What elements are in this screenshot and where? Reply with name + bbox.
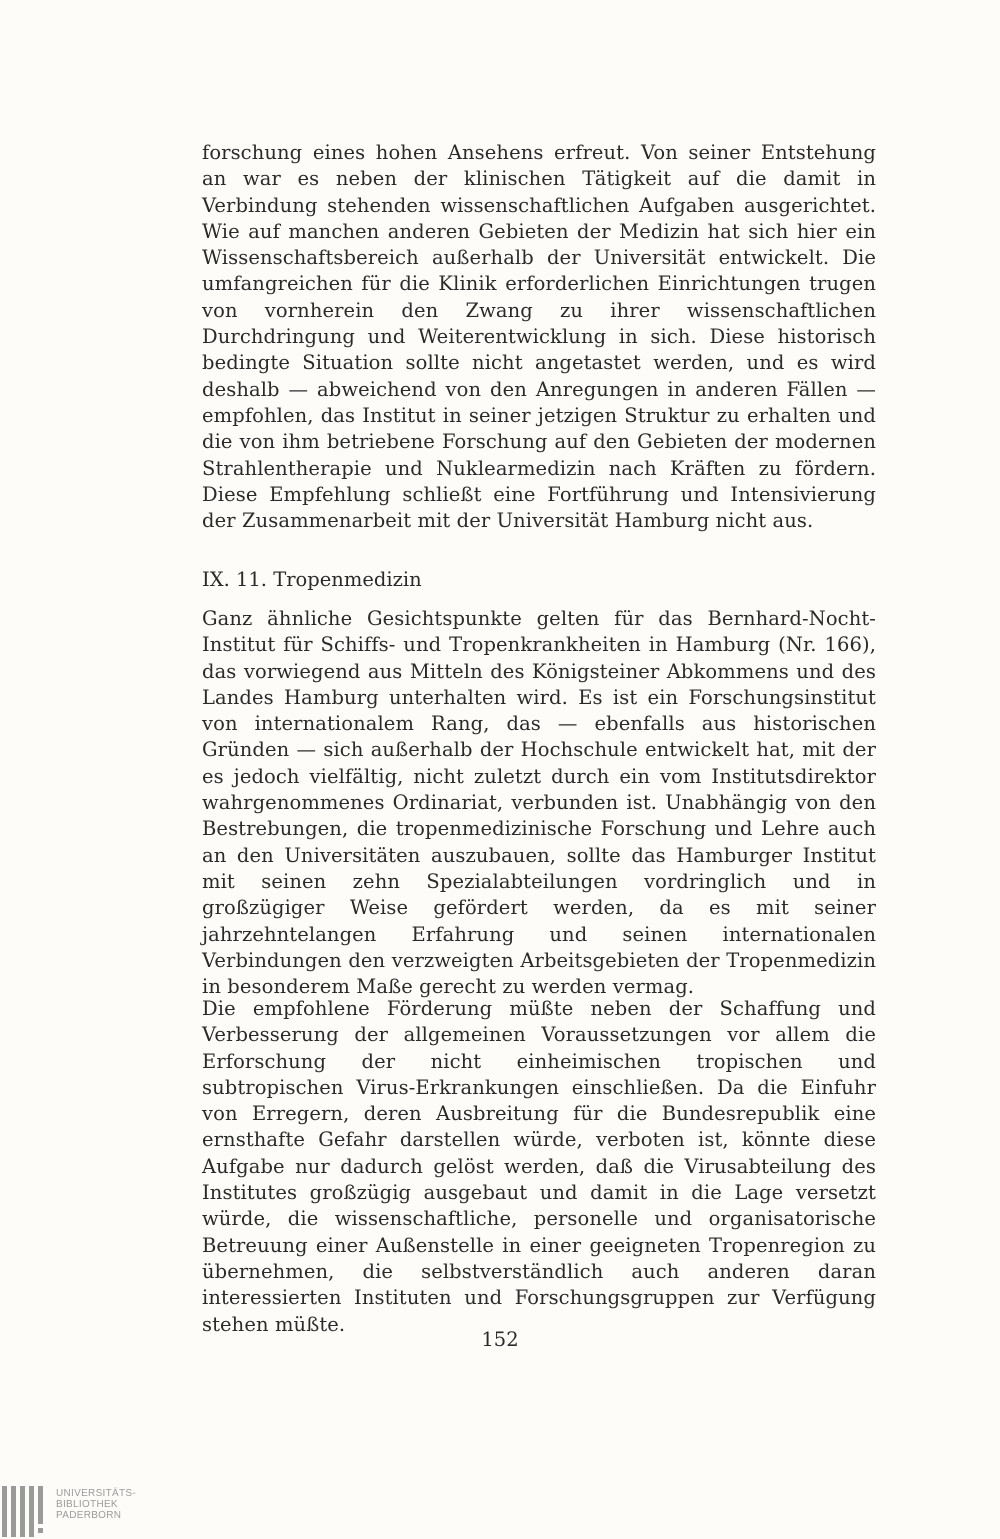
section-heading: IX. 11. Tropenmedizin [202, 568, 422, 591]
paragraph-2: Ganz ähnliche Gesichtspunkte gelten für das Bernhard-Nocht-Institut für Schiffs- und Tropenkrankheiten in Hamburg (Nr. 166), das vorwiegend aus Mitteln des Königsteiner Abkommens und des Landes Hamburg unterhalten wird. Es ist ein Forschungsinstitut von internationalem Rang, das — ebenfalls aus historischen Gründen — sich außerhalb der Hochschule entwickelt hat, mit der es jedoch vielfältig, nicht zuletzt durch ein vom Institutsdirektor wahrgenommenes Ordinariat, verbunden ist. Unabhängig von den Bestrebungen, die tropenmedizinische Forschung und Lehre auch an den Universitäten auszubauen, sollte das Hamburger Institut mit seinen zehn Spezialabteilungen vordringlich und in großzügiger Weise gefördert werden, da es mit seiner jahrzehntelangen Erfahrung und seinen internationalen Verbindungen den verzweigten Arbeitsgebieten der Tropenmedizin in besonderem Maße gerecht zu werden vermag. [202, 607, 876, 999]
body-text-section-2 [202, 606, 876, 1000]
library-logo-line-2: BIBLIOTHEK [56, 1499, 118, 1510]
library-logo-line-3: PADERBORN [56, 1510, 122, 1521]
library-logo-text [56, 1488, 136, 1521]
body-text-section-3 [202, 996, 876, 1338]
page-number: 152 [481, 1328, 519, 1351]
library-logo [0, 1484, 160, 1539]
library-logo-line-1: UNIVERSITÄTS- [56, 1488, 137, 1499]
library-logo-bars-icon [0, 1484, 50, 1539]
body-text-section-1 [202, 140, 876, 534]
paragraph-1: forschung eines hohen Ansehens erfreut. Von seiner Entstehung an war es neben der klinischen Tätigkeit auf die damit in Verbindung stehenden wissenschaftlichen Aufgaben ausgerichtet. Wie auf manchen anderen Gebieten der Medizin hat sich hier ein Wissenschaftsbereich außerhalb der Universität entwickelt. Die umfangreichen für die Klinik erforderlichen Einrichtungen trugen von vornherein den Zwang zu ihrer wissenschaftlichen Durchdringung und Weiterentwicklung in sich. Diese historisch bedingte Situation sollte nicht angetastet werden, und es wird deshalb — abweichend von den Anregungen in anderen Fällen — empfohlen, das Institut in seiner jetzigen Struktur zu erhalten und die von ihm betriebene Forschung auf den Gebieten der modernen Strahlentherapie und Nuklearmedizin nach Kräften zu fördern. Diese Empfehlung schließt eine Fortführung und Intensivierung der Zusammenarbeit mit der Universität Hamburg nicht aus. [202, 141, 876, 533]
paragraph-3: Die empfohlene Förderung müßte neben der Schaffung und Verbesserung der allgemeinen Voraussetzungen vor allem die Erforschung der nicht einheimischen tropischen und subtropischen Virus-Erkrankungen einschließen. Da die Einfuhr von Erregern, deren Ausbreitung für die Bundesrepublik eine ernsthafte Gefahr darstellen würde, verboten ist, könnte diese Aufgabe nur dadurch gelöst werden, daß die Virusabteilung des Institutes großzügig ausgebaut und damit in die Lage versetzt würde, die wissenschaftliche, personelle und organisatorische Betreuung einer Außenstelle in einer geeigneten Tropenregion zu übernehmen, die selbstverständlich auch anderen daran interessierten Instituten und Forschungsgruppen zur Verfügung stehen müßte. [202, 997, 876, 1336]
